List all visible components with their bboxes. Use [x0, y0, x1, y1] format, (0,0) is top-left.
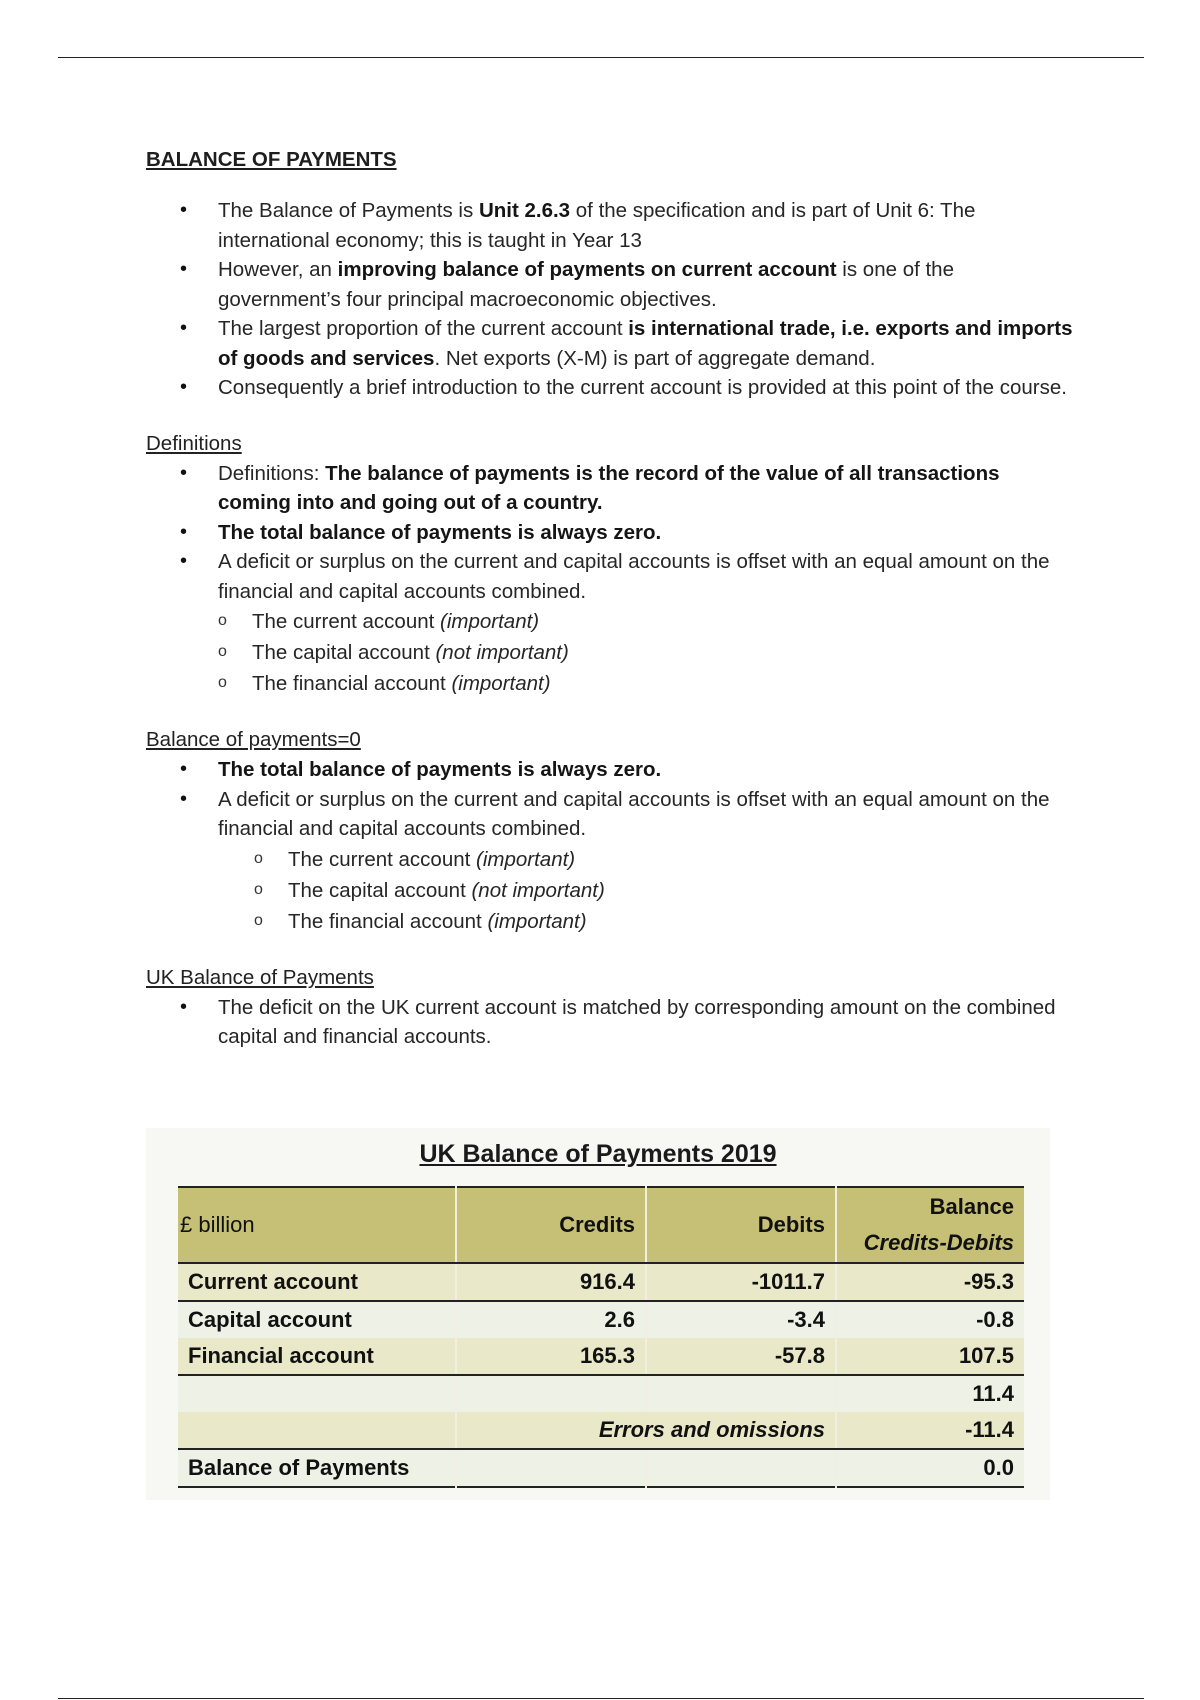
subtotal-row: 11.4 [178, 1375, 1024, 1412]
page-title: BALANCE OF PAYMENTS [146, 148, 397, 171]
list-item: o The current account (important) [288, 844, 1076, 875]
definitions-heading: Definitions [146, 431, 242, 455]
unit-header: £ billion [178, 1187, 456, 1263]
total-row: Balance of Payments 0.0 [178, 1449, 1024, 1487]
uk-bop-heading: UK Balance of Payments [146, 965, 374, 989]
list-item: • The deficit on the UK current account is matched by corresponding amount on the combined capital and financial accounts. [218, 993, 1076, 1052]
document-body [146, 146, 1076, 1052]
list-item: • Definitions: The balance of payments is the record of the value of all transactions coming into and going out of a country. [218, 459, 1076, 518]
list-item: o The capital account (not important) [252, 637, 1076, 668]
debits-header: Debits [646, 1187, 836, 1263]
intro-list [146, 196, 1076, 403]
bop-zero-sublist [146, 844, 1076, 937]
list-item: o The financial account (important) [288, 906, 1076, 937]
definitions-list [146, 459, 1076, 607]
list-item: • The total balance of payments is always zero. [218, 755, 1076, 785]
table-row: Financial account 165.3 -57.8 107.5 [178, 1338, 1024, 1375]
bop-table [178, 1186, 1024, 1488]
bop-zero-list [146, 755, 1076, 844]
list-item: • A deficit or surplus on the current and capital accounts is offset with an equal amount on the financial and capital accounts combined. [218, 547, 1076, 606]
table-header-row [178, 1187, 1024, 1263]
uk-bop-list [146, 993, 1076, 1052]
list-item: • The Balance of Payments is Unit 2.6.3 of the specification and is part of Unit 6: The international economy; this is taught in Year 13 [218, 196, 1076, 255]
list-item: o The capital account (not important) [288, 875, 1076, 906]
errors-row: Errors and omissions -11.4 [178, 1412, 1024, 1449]
table-title: UK Balance of Payments 2019 [419, 1140, 777, 1168]
bop-zero-heading: Balance of payments=0 [146, 728, 361, 751]
list-item: o The current account (important) [252, 606, 1076, 637]
balance-header: Balance Credits-Debits [836, 1187, 1024, 1263]
list-item: • However, an improving balance of payments on current account is one of the government’s four principal macroeconomic objectives. [218, 255, 1076, 314]
bottom-rule [58, 1698, 1144, 1699]
list-item: • Consequently a brief introduction to the current account is provided at this point of the course. [218, 373, 1076, 403]
list-item: • The total balance of payments is always zero. [218, 518, 1076, 548]
credits-header: Credits [456, 1187, 646, 1263]
list-item: o The financial account (important) [252, 668, 1076, 699]
top-rule [58, 57, 1144, 58]
list-item: • The largest proportion of the current account is international trade, i.e. exports and imports of goods and services. Net exports (X-M) is part of aggregate demand. [218, 314, 1076, 373]
table-row: Capital account 2.6 -3.4 -0.8 [178, 1301, 1024, 1338]
table-row: Current account 916.4 -1011.7 -95.3 [178, 1263, 1024, 1301]
bop-table-figure [146, 1128, 1050, 1500]
definitions-sublist [146, 606, 1076, 699]
list-item: • A deficit or surplus on the current and capital accounts is offset with an equal amount on the financial and capital accounts combined. [218, 785, 1076, 844]
